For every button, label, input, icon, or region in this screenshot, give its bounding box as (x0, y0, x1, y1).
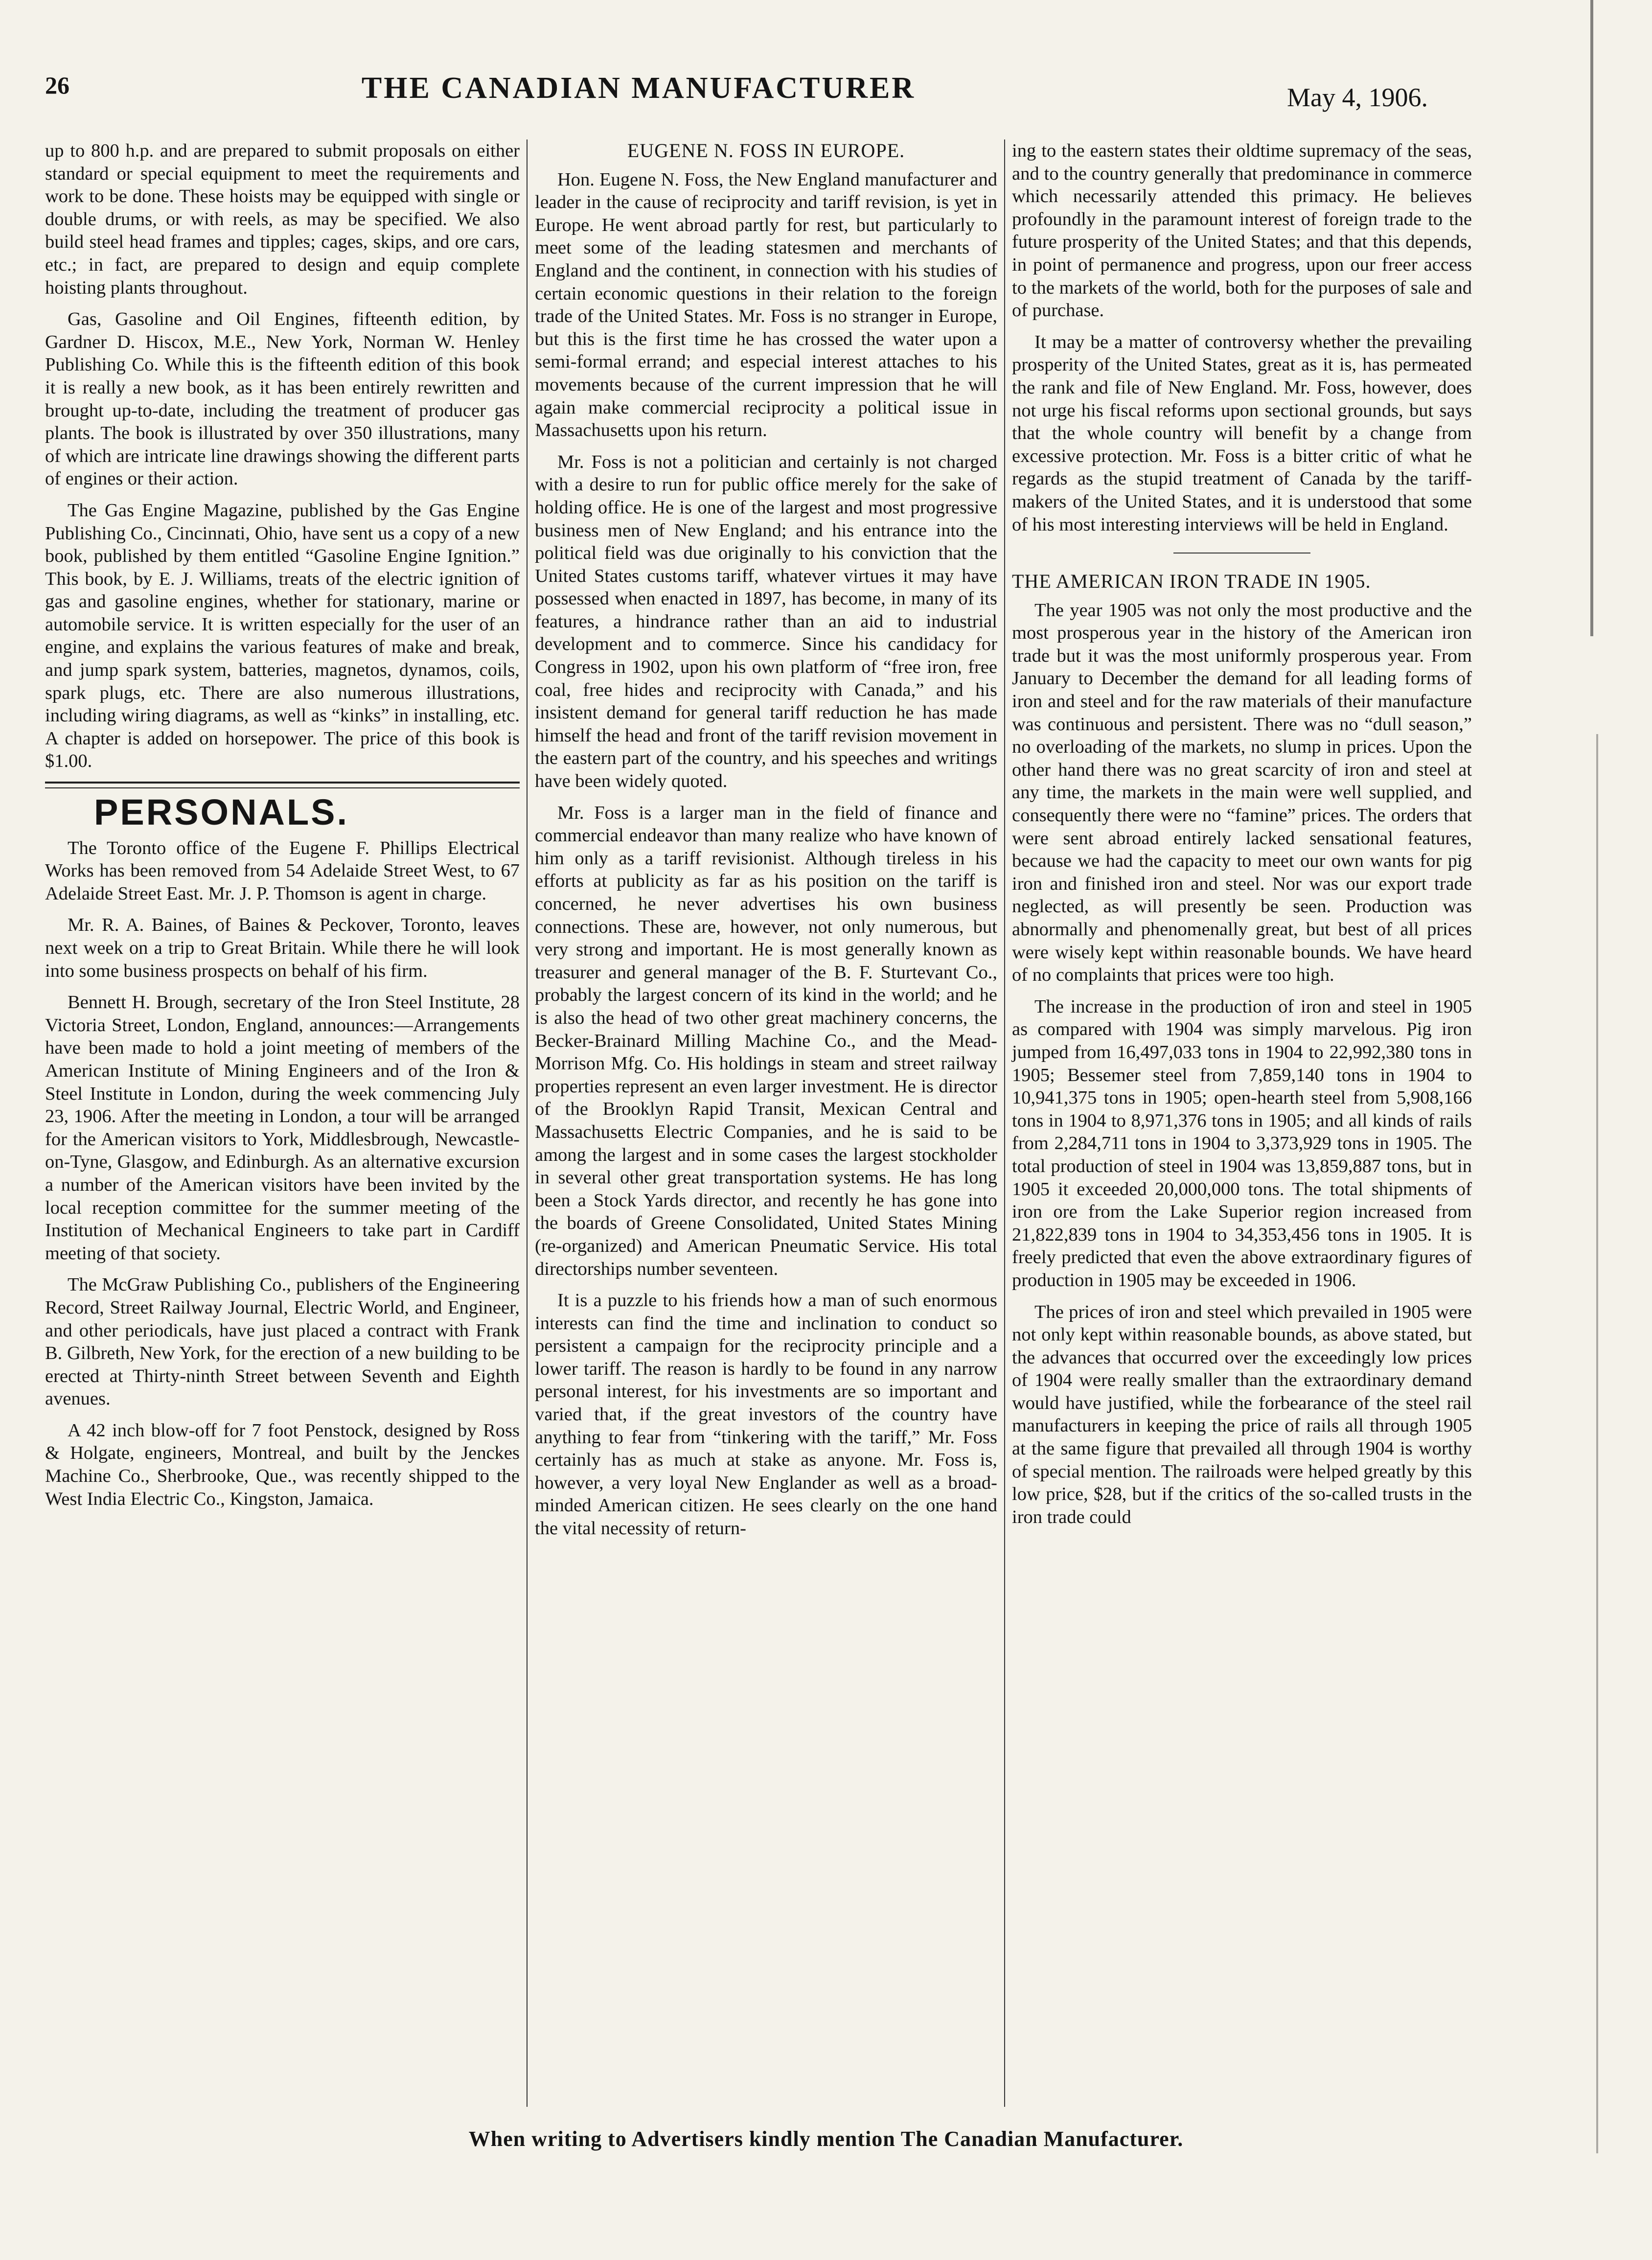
article-paragraph: It is a puzzle to his friends how a man of such enormous interests can find the time and inclination to conduct so persistent a campaign for the reciprocity principle and a lower tariff. The reason is hardly to be found in any narrow personal interest, for his investments are so important and varied that, if the great investors of the country have anything to fear from “tinkering with the tariff,” Mr. Foss certainly has as much at stake as anyone. Mr. Foss is, however, a very loyal New Englander as well as a broad-minded American citizen. He sees clearly on the one hand the vital necessity of return- (535, 1290, 997, 1539)
article-paragraph: The year 1905 was not only the most productive and the most prosperous year in the history of the American iron trade but it was the most uniformly prosperous year. From January to December the demand for all leading forms of iron and steel and for the raw materials of their manufacture was continuous and persistent. There was no “dull season,” no overloading of the markets, no slump in prices. Upon the other hand there was no great scarcity of iron and steel at any time, the markets in the main were well supplied, and consequently there were no “famine” prices. The orders that were sent abroad entirely lacked sensational features, because we had the capacity to meet our own wants for pig iron and finished iron and steel. Nor was our export trade neglected, as will presently be seen. Production was abnormally and phenomenally great, but best of all prices were wisely kept within reasonable bounds. We have heard of no complaints that prices were too high. (1012, 600, 1472, 986)
footer-notice: When writing to Advertisers kindly mention The Canadian Manufacturer. (468, 2127, 1184, 2151)
article-paragraph: It may be a matter of controversy whether the prevailing prosperity of the United States, great as it is, has permeated the rank and file of New England. Mr. Foss, however, does not urge his fiscal reforms upon sectional grounds, but says that the whole country will benefit by a change from excessive protection. Mr. Foss is a bitter critic of what he regards as the stupid treatment of Canada by the tariff-makers of the United States, and it is understood that some of his most interesting interviews will be held in England. (1012, 331, 1472, 535)
article-paragraph: Mr. R. A. Baines, of Baines & Peckover, Toronto, leaves next week on a trip to Great Britain. While there he will look into some business prospects on behalf of his firm. (45, 915, 520, 981)
column-3 (1012, 139, 1472, 1537)
article-paragraph: The prices of iron and steel which prevailed in 1905 were not only kept within reasonable bounds, as above stated, but the advances that occurred over the exceedingly low prices of 1904 were really smaller than the extraordinary demand would have justified, while the forbearance of the steel rail manufacturers in keeping the price of rails all through 1905 at the same figure that prevailed all through 1904 is worthy of special mention. The railroads were helped greatly by this low price, $28, but if the critics of the so-called trusts in the iron trade could (1012, 1301, 1472, 1527)
article-paragraph: Gas, Gasoline and Oil Engines, fifteenth edition, by Gardner D. Hiscox, M.E., New York, Norman W. Henley Publishing Co. While this is the fifteenth edition of this book it is really a new book, as it has been entirely rewritten and brought up-to-date, including the treatment of producer gas plants. The book is illustrated by over 350 illustrations, many of which are intricate line drawings showing the different parts of engines or their action. (45, 309, 520, 489)
article-paragraph: up to 800 h.p. and are prepared to submit proposals on either standard or special equipment to meet the requirements and work to be done. These hoists may be equipped with single or double drums, or with reels, as may be specified. We also build steel head frames and tipples; cages, skips, and ore cars, etc.; in fact, are prepared to design and equip complete hoisting plants throughout. (45, 140, 520, 298)
article-paragraph: The Toronto office of the Eugene F. Phillips Electrical Works has been removed from 54 Adelaide Street West, to 67 Adelaide Street East. Mr. J. P. Thomson is agent in charge. (45, 837, 520, 904)
column-divider (1004, 139, 1005, 2107)
personals-heading: PERSONALS. (94, 792, 349, 833)
column-divider (527, 139, 528, 2107)
article-paragraph: ing to the eastern states their oldtime supremacy of the seas, and to the country generally that predominance in commerce which necessarily attended this primacy. He believes profoundly in the paramount interest of foreign trade to the future prosperity of the United States; and that this depends, in point of permanence and progress, upon our freer access to the markets of the world, both for the purposes of sale and of purchase. (1012, 140, 1472, 321)
section-rule (45, 782, 520, 788)
article-paragraph: The increase in the production of iron and steel in 1905 as compared with 1904 was simply marvelous. Pig iron jumped from 16,497,033 tons in 1904 to 22,992,380 tons in 1905; Bessemer steel from 7,859,140 tons in 1904 to 10,941,375 tons in 1905; open-hearth steel from 5,908,166 tons in 1904 to 8,971,376 tons in 1905; and all kinds of rails from 2,284,711 tons in 1904 to 3,373,929 tons in 1905. The total production of steel in 1904 was 13,859,887 tons, but in 1905 it exceeded 20,000,000 tons. The total shipments of iron ore from the Lake Superior region increased from 21,822,839 tons in 1904 to 34,353,456 tons in 1905. It is freely predicted that even the above extraordinary figures of production in 1905 may be exceeded in 1906. (1012, 996, 1472, 1291)
column-2 (535, 139, 997, 1549)
publication-title: THE CANADIAN MANUFACTURER (361, 71, 916, 105)
article-paragraph: The Gas Engine Magazine, published by the Gas Engine Publishing Co., Cincinnati, Ohio, have sent us a copy of a new book, published by them entitled “Gasoline Engine Ignition.” This book, by E. J. Williams, treats of the electric ignition of gas and gasoline engines, whether for stationary, marine or automobile service. It is written especially for the user of an engine, and explains the various features of make and break, and jump spark system, batteries, magnetos, dynamos, coils, spark plugs, etc. There are also numerous illustrations, including wiring diagrams, as well as “kinks” in installing, etc. A chapter is added on horsepower. The price of this book is $1.00. (45, 500, 520, 772)
article-paragraph: Mr. Foss is a larger man in the field of finance and commercial endeavor than many realize who have known of him only as a tariff revisionist. Although tireless in his efforts at publicity as far as his position on the tariff is concerned, he never advertises his own business connections. These are, however, not only numerous, but very strong and important. He is most generally known as treasurer and general manager of the B. F. Sturtevant Co., probably the largest concern of its kind in the world; and he is also the head of two other great machinery concerns, the Becker-Brainard Milling Machine Co., and the Mead-Morrison Mfg. Co. His holdings in steam and street railway properties represent an even larger investment. He is director of the Brooklyn Rapid Transit, Mexican Central and Massachusetts Electric Companies, and he is said to be among the largest and in some cases the largest stockholder in several other great transportation systems. He has long been a Stock Yards director, and recently he has gone into the boards of Greene Consolidated, United States Mining (re-organized) and American Pneumatic Service. His total directorships number seventeen. (535, 802, 997, 1279)
article-paragraph: A 42 inch blow-off for 7 foot Penstock, designed by Ross & Holgate, engineers, Montreal, and built by the Jenckes Machine Co., Sherbrooke, Que., was recently shipped to the West India Electric Co., Kingston, Jamaica. (45, 1420, 520, 1509)
article-paragraph: The McGraw Publishing Co., publishers of the Engineering Record, Street Railway Journal, Electric World, and Engineer, and other periodicals, have just placed a contract with Frank B. Gilbreth, New York, for the erection of a new building to be erected at Thirty-ninth Street between Seventh and Eighth avenues. (45, 1274, 520, 1409)
article-paragraph: Bennett H. Brough, secretary of the Iron Steel Institute, 28 Victoria Street, London, England, announces:—Arrangements have been made to hold a joint meeting of members of the American Institute of Mining Engineers and of the Iron & Steel Institute in London, during the week commencing July 23, 1906. After the meeting in London, a tour will be arranged for the American visitors to York, Middlesbrough, Newcastle-on-Tyne, Glasgow, and Edinburgh. As an alternative excursion a number of the American visitors have been invited by the local reception committee for the summer meeting of the Institution of Mechanical Engineers to take part in Cardiff meeting of that society. (45, 992, 520, 1264)
scan-edge-mark (1590, 0, 1593, 636)
article-heading-iron-trade: THE AMERICAN IRON TRADE IN 1905. (1012, 570, 1371, 593)
article-paragraph: Mr. Foss is not a politician and certainly is not charged with a desire to run for public office merely for the sake of holding office. He is one of the largest and most progressive business men of New England; and his entrance into the political field was due originally to his conviction that the United States customs tariff, whatever virtues it may have possessed when enacted in 1897, has become, in many of its features, a hindrance rather than an aid to industrial development and to commerce. Since his candidacy for Congress in 1902, upon his own platform of “free iron, free coal, free hides and reciprocity with Canada,” and his insistent demand for general tariff reduction he has made himself the head and front of the tariff revision movement in the eastern part of the country, and his speeches and writings have been widely quoted. (535, 451, 997, 792)
scan-edge-mark (1596, 734, 1598, 2153)
column-1 (45, 139, 520, 1519)
page-number: 26 (45, 71, 69, 99)
article-paragraph: Hon. Eugene N. Foss, the New England manufacturer and leader in the cause of reciprocity and tariff revision, is yet in Europe. He went abroad partly for rest, but particularly to meet some of the leading statesmen and merchants of England and the continent, in connection with his studies of certain economic questions in their relation to the foreign trade of the United States. Mr. Foss is no stranger in Europe, but this is the first time he has crossed the water upon a semi-formal errand; and especial interest attaches to his movements because of the current impression that he will again make commercial reciprocity a political issue in Massachusetts upon his return. (535, 169, 997, 441)
issue-date: May 4, 1906. (1287, 83, 1428, 112)
article-heading-foss: EUGENE N. FOSS IN EUROPE. (627, 139, 905, 161)
